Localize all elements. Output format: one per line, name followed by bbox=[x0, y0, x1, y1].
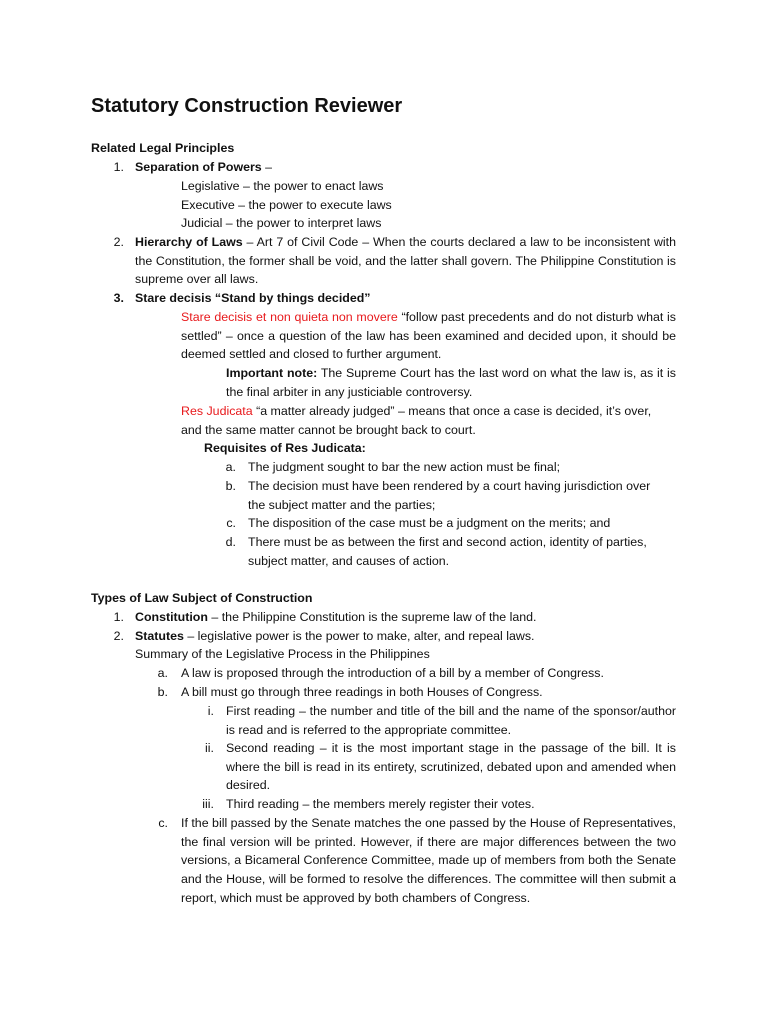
list-label: iii. bbox=[202, 797, 214, 811]
reading-item: First reading – the number and title of the bill and the name of the sponsor/author is read and is referred to the appropriate committee. bbox=[226, 704, 676, 737]
list-item-constitution bbox=[135, 608, 537, 627]
requisite-item: The disposition of the case must be a judgment on the merits; and bbox=[248, 516, 611, 530]
legislative-process-summary: Summary of the Legislative Process in the Philippines bbox=[135, 647, 430, 661]
list-item-statutes bbox=[135, 627, 534, 646]
process-step: If the bill passed by the Senate matches the one passed by the House of Representatives, the final version will be printed. However, if there are major differences between the two versions, a Bicameral Conference Committee, made up of members from both the Senate and the House, will be formed to resolve the differences. The committee will then submit a report, which must be approved by both chambers of Congress. bbox=[181, 816, 676, 905]
res-judicata-paragraph bbox=[181, 402, 663, 439]
paragraph-text: – Art 7 of Civil Code – When the courts declared a law to be inconsistent with the Constitution, the former shall be void, and the latter shall govern. The Philippine Constitution is supreme over all laws. bbox=[135, 235, 676, 287]
list-item-stare-decisis: Stare decisis “Stand by things decided” bbox=[135, 291, 371, 305]
paragraph-text: “follow past precedents and do not disturb what is settled” – once a question of the law has been examined and decided upon, it should be deemed settled and closed to further argument. bbox=[181, 310, 676, 362]
important-note bbox=[226, 364, 676, 401]
paragraph-text: “a matter already judged” – means that once a case is decided, it’s over, and the same matter cannot be brought back to court. bbox=[181, 404, 652, 437]
list-label: a. bbox=[225, 460, 236, 474]
stare-decisis-paragraph bbox=[181, 308, 676, 364]
paragraph-text: The Supreme Court has the last word on what the law is, as it is the final arbiter in any justiciable controversy. bbox=[226, 366, 676, 399]
term-label: Statutes bbox=[135, 629, 184, 643]
list-label: d. bbox=[225, 535, 236, 549]
reading-item: Second reading – it is the most important stage in the passage of the bill. It is where the bill is read in its entirety, scrutinized, debated upon and amended when desired. bbox=[226, 741, 676, 793]
reading-item: Third reading – the members merely register their votes. bbox=[226, 797, 535, 811]
list-label: c. bbox=[226, 516, 236, 530]
list-number: 1. bbox=[113, 160, 124, 174]
paragraph-text: – legislative power is the power to make, alter, and repeal laws. bbox=[183, 629, 535, 643]
process-step: A bill must go through three readings in both Houses of Congress. bbox=[181, 685, 543, 699]
term-dash: – bbox=[261, 160, 273, 174]
list-label: a. bbox=[157, 666, 168, 680]
list-label: i. bbox=[207, 704, 214, 718]
list-label: b. bbox=[157, 685, 168, 699]
process-step: A law is proposed through the introduction of a bill by a member of Congress. bbox=[181, 666, 604, 680]
paragraph-text: – the Philippine Constitution is the supreme law of the land. bbox=[207, 610, 537, 624]
requisite-item: The decision must have been rendered by a court having jurisdiction over the subject matter and the parties; bbox=[248, 479, 651, 512]
list-number: 3. bbox=[113, 291, 124, 305]
latin-term: Stare decisis et non quieta non movere bbox=[181, 310, 398, 324]
list-label: ii. bbox=[205, 741, 214, 755]
term-label: Separation of Powers bbox=[135, 160, 262, 174]
section-heading-types-of-law: Types of Law Subject of Construction bbox=[91, 591, 313, 605]
section-heading-related-principles: Related Legal Principles bbox=[91, 141, 235, 155]
list-number: 2. bbox=[113, 629, 124, 643]
latin-term: Res Judicata bbox=[181, 404, 253, 418]
requisite-item: There must be as between the first and second action, identity of parties, subject matter, and causes of action. bbox=[248, 535, 647, 568]
term-label: Hierarchy of Laws bbox=[135, 235, 243, 249]
list-label: c. bbox=[158, 816, 168, 830]
list-number: 1. bbox=[113, 610, 124, 624]
requisite-item: The judgment sought to bar the new action must be final; bbox=[248, 460, 561, 474]
requisites-heading: Requisites of Res Judicata: bbox=[204, 441, 366, 455]
note-label: Important note: bbox=[226, 366, 318, 380]
list-label: b. bbox=[225, 479, 236, 493]
power-line: Legislative – the power to enact laws bbox=[181, 179, 384, 193]
power-line: Judicial – the power to interpret laws bbox=[181, 216, 382, 230]
power-line: Executive – the power to execute laws bbox=[181, 198, 392, 212]
list-item-hierarchy-of-laws bbox=[135, 233, 676, 289]
list-number: 2. bbox=[113, 235, 124, 249]
term-label: Constitution bbox=[135, 610, 208, 624]
document-title: Statutory Construction Reviewer bbox=[91, 95, 403, 117]
list-item-separation-of-powers bbox=[135, 158, 272, 177]
